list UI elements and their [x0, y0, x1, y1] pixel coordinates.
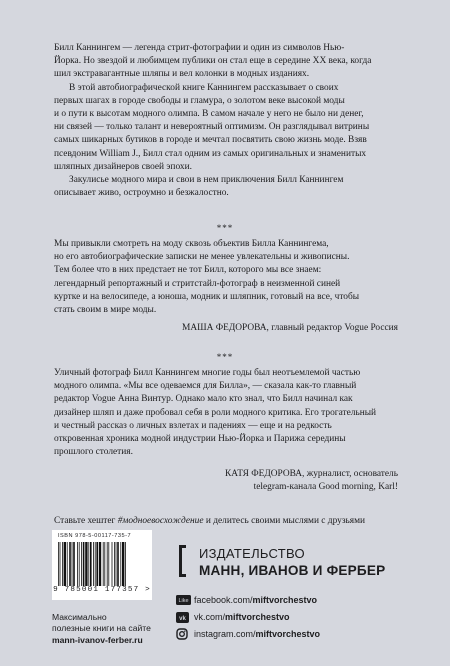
social-instagram-handle: miftvorchestvo [255, 629, 321, 639]
barcode-bar [72, 542, 73, 586]
barcode-bar [67, 542, 68, 586]
social-vk-domain: vk.com/ [194, 612, 226, 622]
social-facebook[interactable] [176, 592, 317, 608]
quote-2-attribution [225, 468, 398, 494]
intro-paragraph-3-cont [54, 187, 399, 200]
barcode-bar [96, 542, 98, 586]
barcode-bar [107, 542, 108, 586]
text-line: Тем более что в них предстает не тот Билл, которого мы все знаем: [54, 265, 322, 276]
publisher-label: ИЗДАТЕЛЬСТВО [199, 546, 305, 561]
intro-paragraph-2-cont [54, 95, 399, 174]
text-line: ни связей — только талант и невероятный оптимизм. Он разглядывал витрины [54, 122, 370, 133]
text-line: прошлого столетия. [54, 447, 133, 458]
social-facebook-domain: facebook.com/ [194, 595, 253, 605]
separator: *** [216, 352, 234, 362]
barcode-bar [93, 542, 94, 586]
publisher-logo-bracket-icon [179, 545, 186, 577]
text-line: шляпных дизайнеров своей эпохи. [54, 161, 192, 172]
isbn-barcode [52, 530, 152, 600]
promo-line: Максимально [52, 612, 107, 622]
quote-1-attribution: МАША ФЕДОРОВА, главный редактор Vogue Россия [182, 323, 398, 333]
text-line: и о пути к высотам модного олимпа. В самом начале у него не было ни денег, [54, 109, 364, 120]
promo-line: полезные книги на сайте [52, 623, 151, 634]
barcode-bar [69, 542, 71, 586]
text-line: Билл Каннингем — легенда стрит-фотографии и один из символов Нью- [54, 43, 345, 53]
text-line: самых шикарных бутиков в городе и мечтал посвятить свою жизнь моде. Взяв [54, 135, 367, 146]
publisher-name: МАНН, ИВАНОВ И ФЕРБЕР [199, 563, 386, 578]
barcode-bar [60, 542, 61, 586]
barcode-bar [62, 542, 63, 586]
text-line: редактор Vogue Анна Винтур. Однако мало кто знал, что Билл начинал как [54, 394, 353, 405]
text-line: описывает живо, остроумно и безжалостно. [54, 188, 229, 199]
svg-text:vk: vk [179, 615, 186, 622]
social-vk[interactable] [176, 609, 290, 625]
text-line: откровенная хроника модной индустрии Нью-Йорка и Парижа середины [54, 434, 346, 445]
hashtag: #модноевосхождение [117, 516, 204, 526]
hashtag-prefix: Ставьте хештег [54, 516, 118, 526]
social-instagram-domain: instagram.com/ [194, 629, 256, 639]
barcode-bar [73, 542, 75, 586]
quote-1 [54, 238, 399, 317]
barcode-digits: 9 785001 177357 > [53, 586, 151, 594]
text-line: Закулисье модного мира и свои в нем приключения Билл Каннингем [69, 175, 344, 186]
barcode-bar [104, 542, 105, 586]
hashtag-line [54, 515, 365, 528]
intro-paragraph-3 [54, 174, 399, 187]
intro-paragraph-2 [54, 82, 399, 95]
text-line: первых шагах в городе свободы и гламура, о золотом веке высокой моды [54, 95, 345, 106]
social-vk-handle: miftvorchestvo [225, 612, 290, 622]
text-line: Уличный фотограф Билл Каннингем многие годы был неотъемлемой частью [54, 368, 361, 378]
text-line: но его автобиографические записки не менее увлекательны и живописны. [54, 252, 350, 263]
facebook-like-icon [176, 595, 194, 605]
text-line: модного олимпа. «Мы все одеваемся для Билла», — сказала как-то главный [54, 381, 357, 392]
barcode-bar [122, 542, 124, 586]
barcode-bar [64, 542, 66, 586]
barcode-bar [103, 542, 104, 586]
separator: *** [216, 223, 234, 233]
barcode-bar [117, 542, 119, 586]
text-line: стать своим в мире моды. [54, 305, 157, 316]
barcode-bar [112, 542, 113, 586]
barcode-bar [108, 542, 109, 586]
barcode-bar [95, 542, 96, 586]
barcode-bar [81, 542, 82, 586]
barcode-bar [90, 542, 92, 586]
barcode-bar [99, 542, 101, 586]
text-line: дизайнер шляп и даже пробовал себя в роли модного критика. Его трогательный [54, 407, 377, 418]
barcode-bar [85, 542, 87, 586]
hashtag-suffix: и делитесь своими мыслями с друзьями [203, 516, 366, 526]
barcode-bar [120, 542, 121, 586]
text-line: и честный рассказ о личных взлетах и падениях — еще и на редкость [54, 420, 332, 431]
social-instagram[interactable] [176, 626, 320, 642]
barcode-bar [58, 542, 59, 586]
barcode-bar [77, 542, 78, 586]
barcode-bar [79, 542, 80, 586]
text-line: Йорка. Но звездой и любимцем публики он стал еще в середине XX века, когда [54, 56, 372, 67]
isbn-number: ISBN 978-5-00117-735-7 [58, 533, 132, 539]
promo-text [52, 612, 151, 646]
instagram-icon [176, 628, 194, 640]
barcode-bar [88, 542, 89, 586]
text-line: шил экстравагантные шляпы и вел колонки в модных изданиях. [54, 69, 310, 80]
text-line: псевдоним William J., Билл стал одним из самых оригинальных и знаменитых [54, 148, 367, 159]
text-line: КАТЯ ФЕДОРОВА, журналист, основатель [225, 469, 398, 479]
intro-paragraph-1 [54, 42, 399, 82]
promo-website-link[interactable]: mann-ivanov-ferber.ru [52, 634, 143, 645]
barcode-bar [114, 542, 115, 586]
barcode-bar [116, 542, 117, 586]
svg-text:Like: Like [178, 598, 189, 604]
barcode-bar [83, 542, 85, 586]
barcode-bars [58, 542, 146, 586]
text-line: куртке и на велосипеде, а юноша, модник и шляпник, готовый на все, чтобы [54, 291, 360, 302]
intro-text [54, 42, 399, 200]
barcode-bar [125, 542, 126, 586]
text-line: В этой автобиографической книге Каннингем рассказывает о своих [69, 82, 339, 93]
social-facebook-handle: miftvorchestvo [252, 595, 318, 605]
text-line: легендарный репортажный и стритстайл-фотограф в неизменной синей [54, 278, 341, 289]
text-line: telegram-канала Good morning, Karl! [253, 482, 398, 493]
vk-icon [176, 612, 194, 623]
text-line: Мы привыкли смотреть на моду сквозь объектив Билла Каннингема, [54, 239, 329, 249]
quote-2 [54, 367, 399, 459]
